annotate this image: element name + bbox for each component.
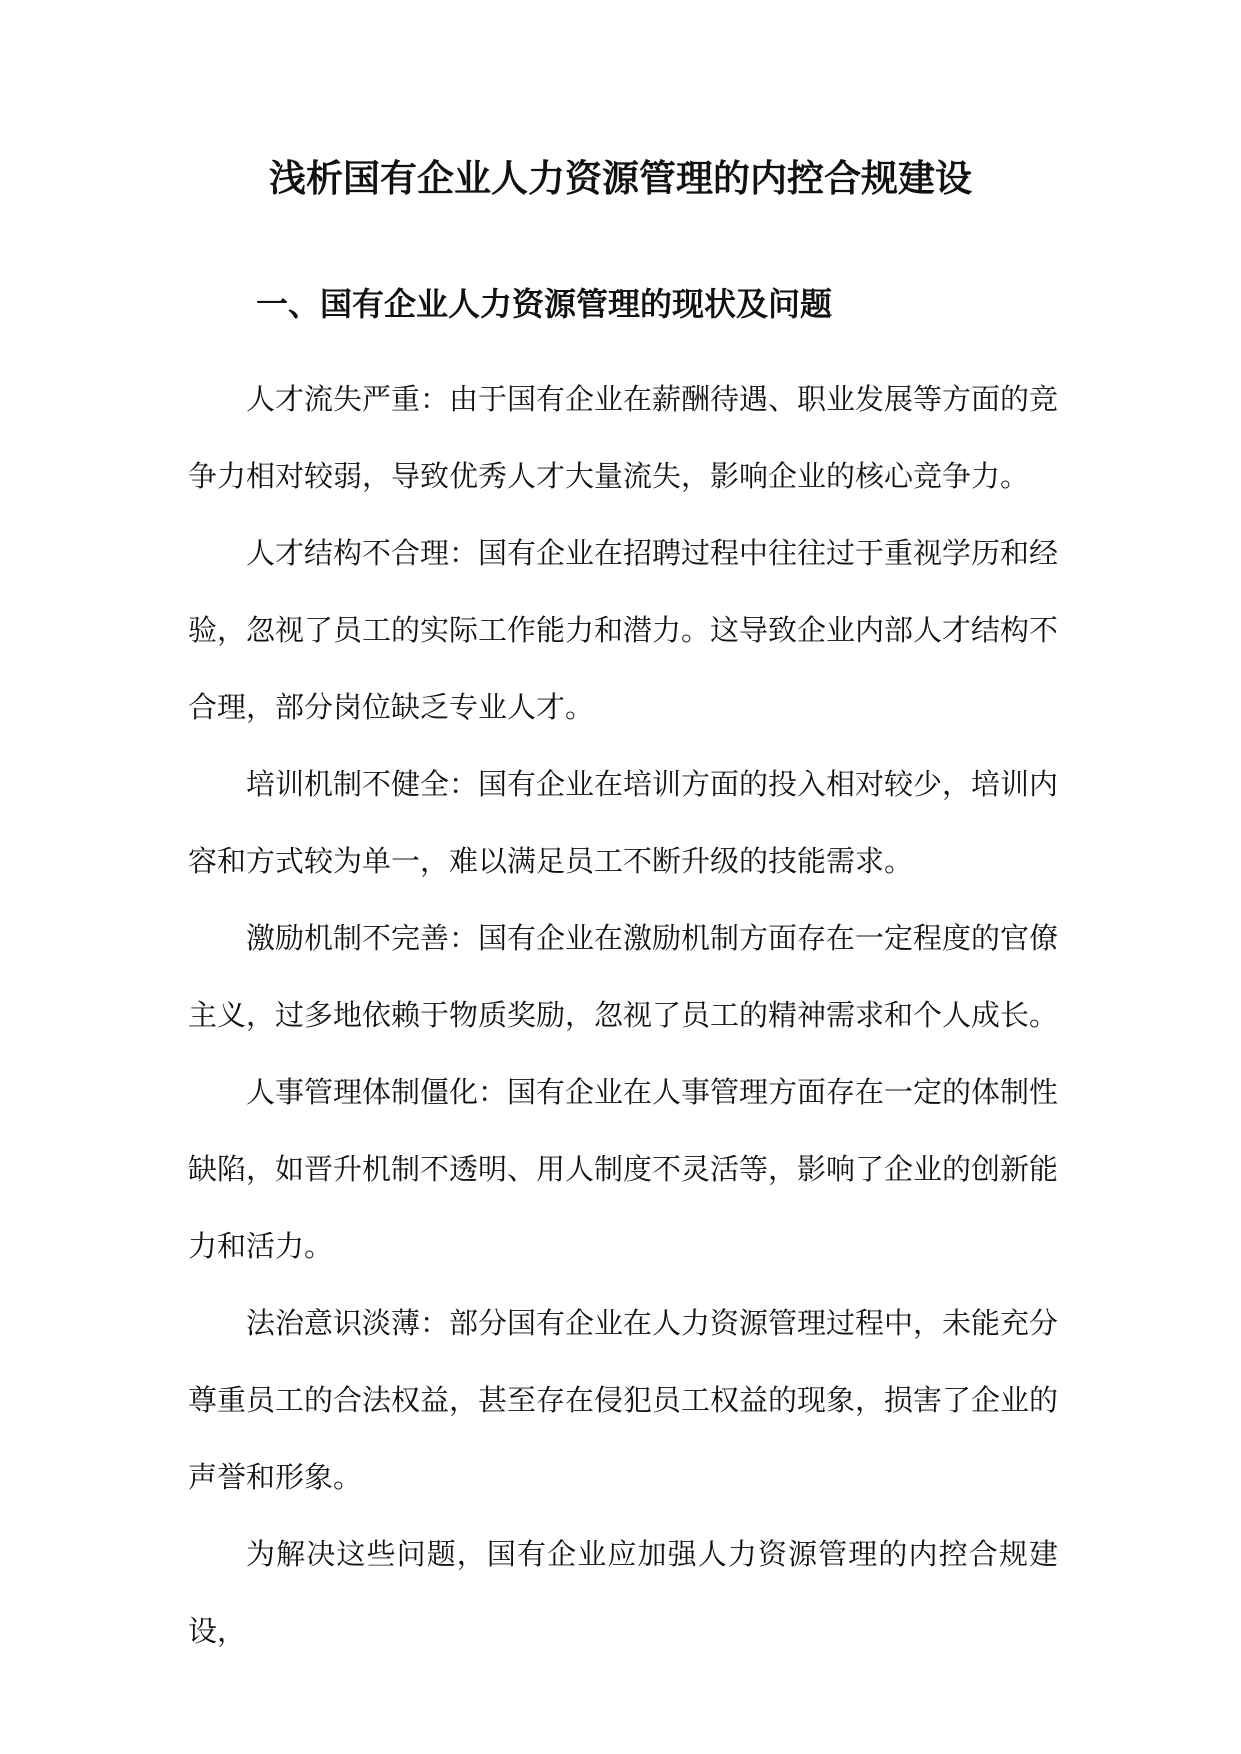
section-heading: 一、国有企业人力资源管理的现状及问题 [256,285,833,323]
paragraph-solution: 为解决这些问题，国有企业应加强人力资源管理的内控合规建设， [188,1537,1058,1648]
paragraph-personnel-system: 人事管理体制僵化：国有企业在人事管理方面存在一定的体制性缺陷，如晋升机制不透明、用人制度不灵活等，影响了企业的创新能力和活力。 [188,1075,1059,1263]
paragraph-talent-loss: 人才流失严重：由于国有企业在薪酬待遇、职业发展等方面的竞争力相对较弱，导致优秀人才大量流失，影响企业的核心竞争力。 [188,382,1059,493]
document-body [188,361,1058,1670]
paragraph-incentive: 激励机制不完善：国有企业在激励机制方面存在一定程度的官僚主义，过多地依赖于物质奖励，忽视了员工的精神需求和个人成长。 [188,921,1059,1032]
paragraph-legal-awareness: 法治意识淡薄：部分国有企业在人力资源管理过程中，未能充分尊重员工的合法权益，甚至存在侵犯员工权益的现象，损害了企业的声誉和形象。 [188,1306,1059,1494]
paragraph-talent-structure: 人才结构不合理：国有企业在招聘过程中往往过于重视学历和经验，忽视了员工的实际工作能力和潜力。这导致企业内部人才结构不合理，部分岗位缺乏专业人才。 [188,536,1059,724]
paragraph-training: 培训机制不健全：国有企业在培训方面的投入相对较少，培训内容和方式较为单一，难以满足员工不断升级的技能需求。 [188,767,1059,878]
document-title: 浅析国有企业人力资源管理的内控合规建设 [269,156,972,200]
